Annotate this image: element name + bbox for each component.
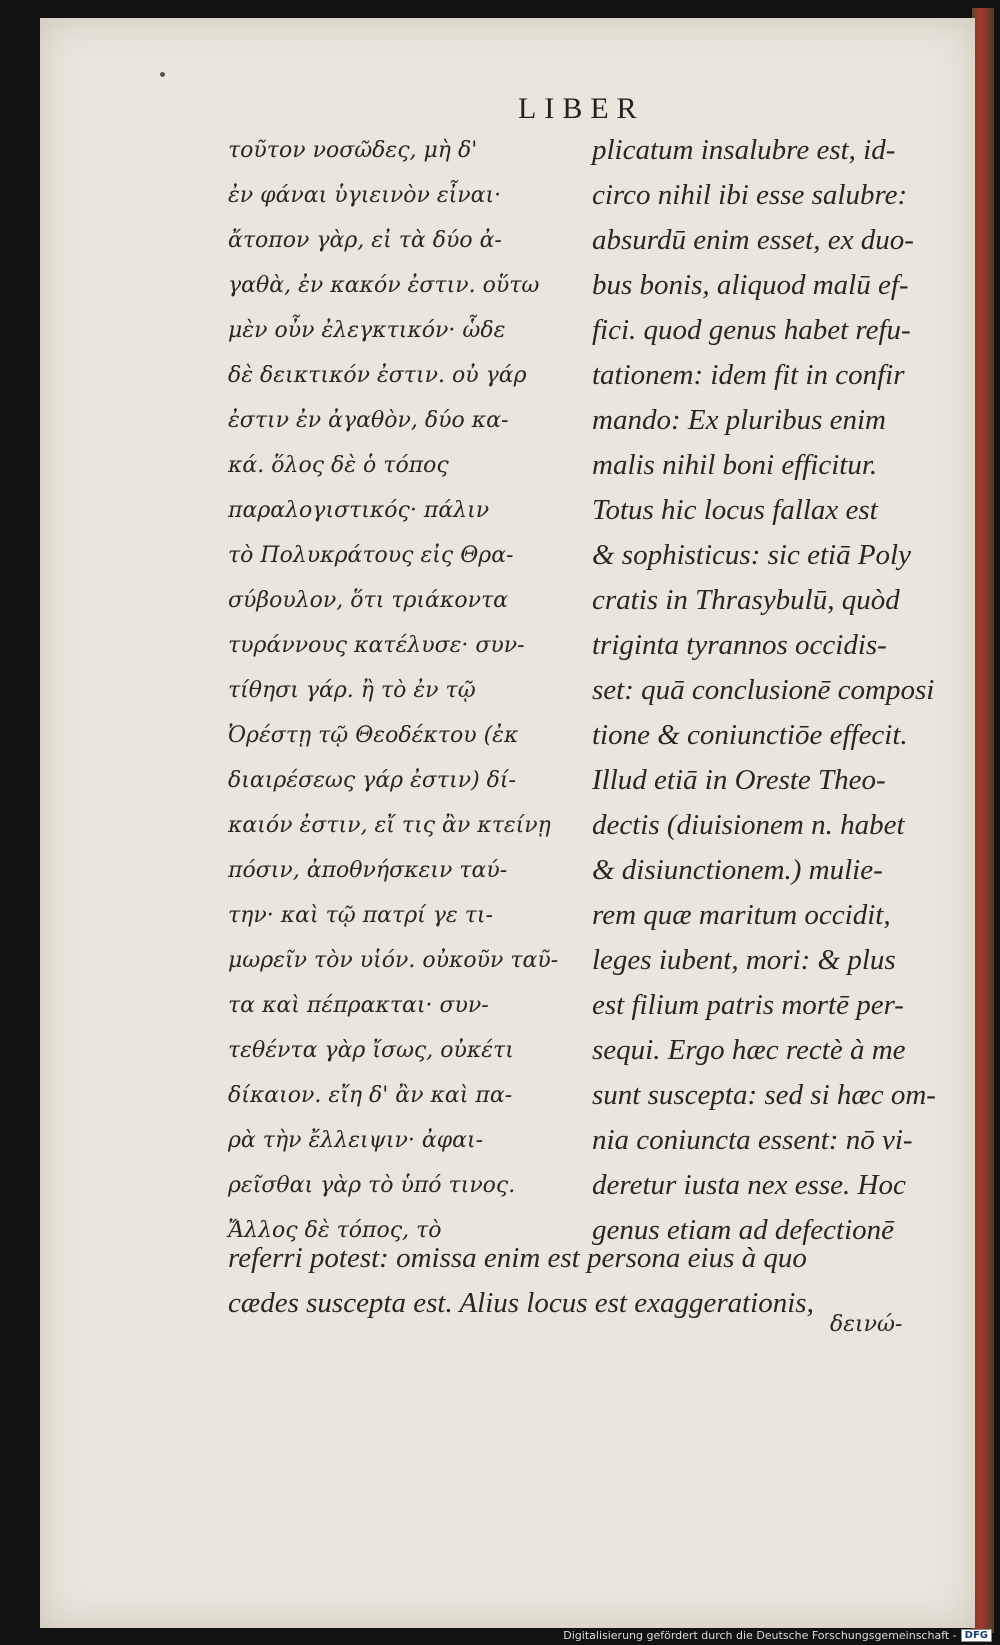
latin-text-line: cratis in Thrasybulū, quòd [592, 584, 900, 616]
latin-text-line: sunt suscepta: sed si hæc om- [592, 1079, 936, 1111]
greek-text-line: μὲν οὖν ἐλεγκτικόν· ὧδε [228, 318, 506, 343]
greek-text-line: Ἄλλος δὲ τόπος, τὸ [228, 1218, 442, 1243]
greek-text-line: μωρεῖν τὸν υἱόν. οὐκοῦν ταῦ- [228, 948, 559, 973]
ink-spot [160, 72, 165, 77]
latin-text-line: est filium patris mortē per- [592, 989, 904, 1021]
greek-text-line: τὸ Πολυκράτους εἰς Θρα- [228, 543, 514, 568]
greek-text-line: σύβουλον, ὅτι τριάκοντα [228, 588, 508, 613]
greek-text-line: καιόν ἐστιν, εἴ τις ἂν κτείνῃ [228, 813, 551, 838]
greek-text-line: γαθὰ, ἐν κακόν ἐστιν. οὕτω [228, 273, 540, 298]
latin-text-line: triginta tyrannos occidis- [592, 629, 887, 661]
greek-text-line: τα καὶ πέπρακται· συν- [228, 993, 489, 1018]
latin-text-line: circo nihil ibi esse salubre: [592, 179, 908, 211]
greek-text-line: παραλογιστικός· πάλιν [228, 498, 490, 523]
greek-text-line: ρὰ τὴν ἔλλειψιν· ἀφαι- [228, 1128, 484, 1153]
latin-text-line: fici. quod genus habet refu- [592, 314, 911, 346]
latin-text-line: Illud etiā in Oreste Theo- [592, 764, 886, 796]
footer-text: Digitalisierung gefördert durch die Deutsche Forschungsgemeinschaft - [563, 1629, 957, 1642]
greek-text-line: ἄτοπον γὰρ, εἰ τὰ δύο ἀ- [228, 228, 502, 253]
greek-text-line: πόσιν, ἀποθνήσκειν ταύ- [228, 858, 508, 883]
greek-text-line: ἐν φάναι ὑγιεινὸν εἶναι· [228, 183, 502, 208]
latin-text-line: malis nihil boni efficitur. [592, 449, 878, 481]
latin-text-line: & sophisticus: sic etiā Poly [592, 539, 911, 571]
latin-text-line: referri potest: omissa enim est persona eius à quo [228, 1242, 807, 1274]
greek-column [228, 128, 563, 1253]
greek-text-line: Ὀρέστῃ τῷ Θεοδέκτου (ἐκ [228, 723, 519, 748]
dfg-logo-icon: DFG [961, 1629, 992, 1642]
latin-text-line: dectis (diuisionem n. habet [592, 809, 905, 841]
latin-column [592, 128, 977, 1253]
greek-text-line: διαιρέσεως γάρ ἐστιν) δί- [228, 768, 516, 793]
latin-text-line: absurdū enim esset, ex duo- [592, 224, 914, 256]
digitization-footer [563, 1629, 992, 1642]
latin-text-line: leges iubent, mori: & plus [592, 944, 896, 976]
latin-text-line: tione & coniunctiōe effecit. [592, 719, 908, 751]
latin-text-line: nia coniuncta essent: nō vi- [592, 1124, 913, 1156]
greek-text-line: τυράννους κατέλυσε· συν- [228, 633, 525, 658]
latin-text-line: sequi. Ergo hæc rectè à me [592, 1034, 906, 1066]
latin-text-line: rem quæ maritum occidit, [592, 899, 891, 931]
greek-text-line: δίκαιον. εἴη δ' ἂν καὶ πα- [228, 1083, 513, 1108]
latin-text-line: Totus hic locus fallax est [592, 494, 878, 526]
latin-text-line: tationem: idem fit in confir [592, 359, 905, 391]
greek-text-line: ἐστιν ἐν ἀγαθὸν, δύο κα- [228, 408, 509, 433]
greek-text-line: την· καὶ τῷ πατρί γε τι- [228, 903, 493, 928]
greek-text-line: τεθέντα γὰρ ἴσως, οὐκέτι [228, 1038, 514, 1063]
latin-text-line: mando: Ex pluribus enim [592, 404, 886, 436]
running-header: LIBER [518, 92, 645, 125]
greek-text-line: τίθησι γάρ. ἢ τὸ ἐν τῷ [228, 678, 476, 703]
catchword: δεινώ- [830, 1312, 903, 1337]
latin-text-line: plicatum insalubre est, id- [592, 134, 896, 166]
latin-text-line: deretur iusta nex esse. Hoc [592, 1169, 906, 1201]
latin-text-line: & disiunctionem.) mulie- [592, 854, 883, 886]
greek-text-line: τοῦτον νοσῶδες, μὴ δ' [228, 138, 478, 163]
latin-text-line: bus bonis, aliquod malū ef- [592, 269, 909, 301]
greek-text-line: κά. ὅλος δὲ ὁ τόπος [228, 453, 449, 478]
greek-text-line: δὲ δεικτικόν ἐστιν. οὐ γάρ [228, 363, 527, 388]
greek-text-line: ρεῖσθαι γὰρ τὸ ὑπό τινος. [228, 1173, 516, 1198]
latin-text-line: cædes suscepta est. Alius locus est exaggerationis, [228, 1287, 814, 1319]
latin-text-line: genus etiam ad defectionē [592, 1214, 894, 1246]
latin-text-line: set: quā conclusionē composi [592, 674, 935, 706]
